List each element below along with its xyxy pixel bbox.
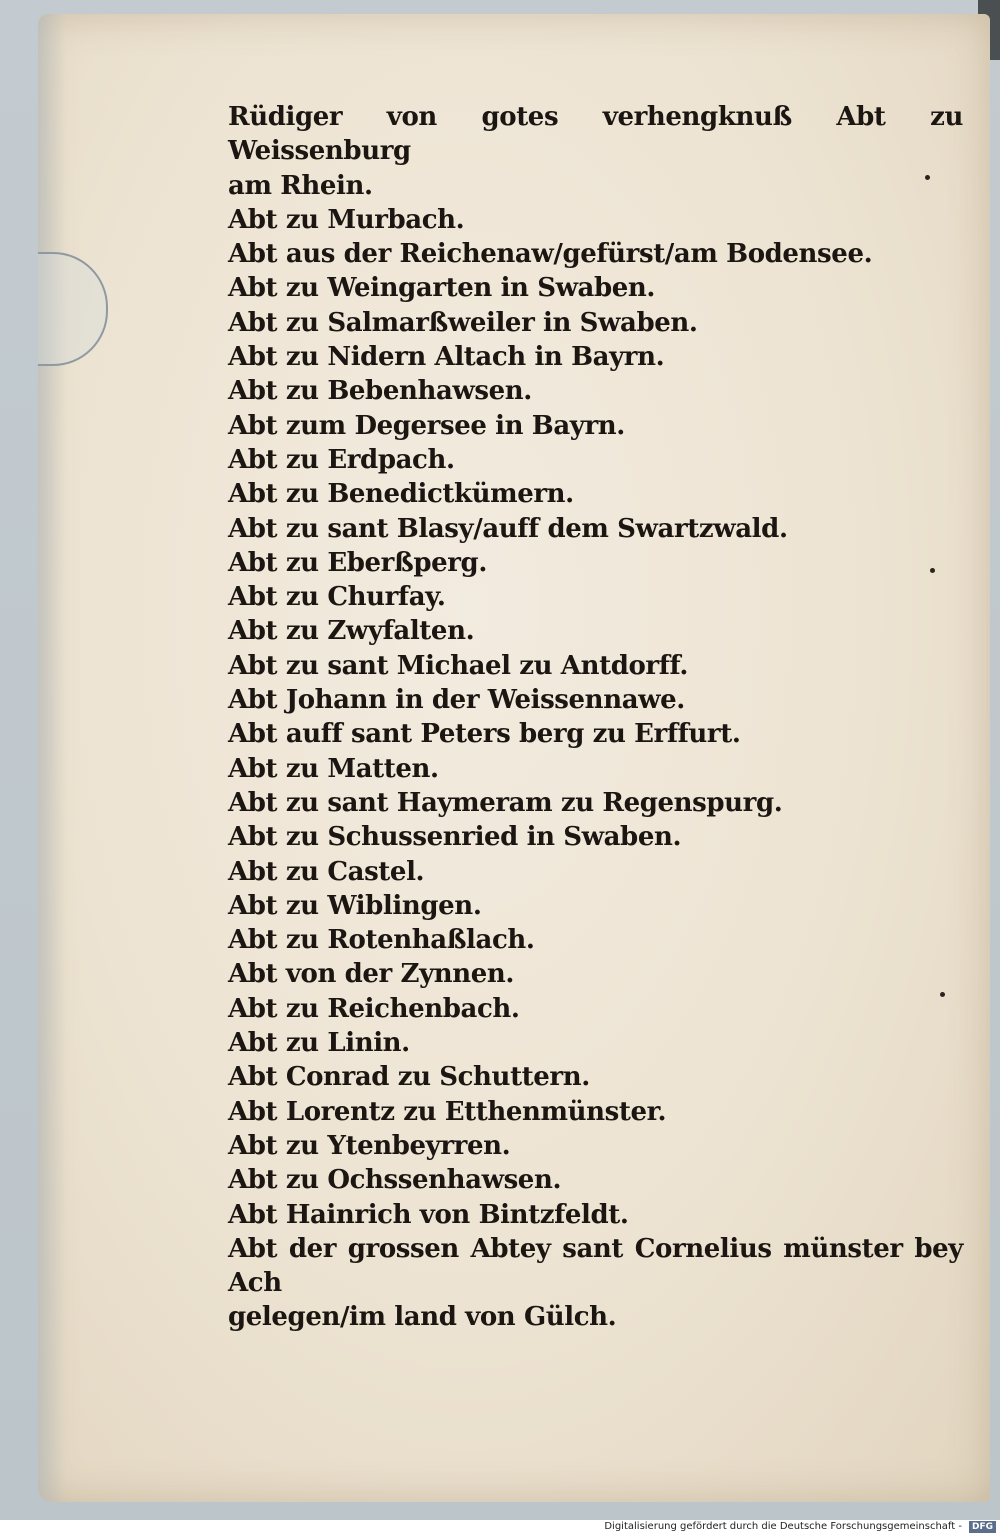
text-line: Abt zu Linin. — [228, 1028, 410, 1059]
page-clip — [38, 252, 108, 366]
text-line: Abt zu Matten. — [228, 753, 439, 784]
text-line: gelegen/im land von Gülch. — [228, 1302, 617, 1333]
text-column — [228, 100, 963, 1335]
text-line: Abt zu sant Haymeram zu Regenspurg. — [228, 787, 783, 818]
text-line: Abt zu Rotenhaßlach. — [228, 925, 535, 956]
dfg-logo-icon: DFG — [969, 1521, 996, 1533]
text-line: Abt zu Reichenbach. — [228, 993, 520, 1024]
text-line: Abt Lorentz zu Etthenmünster. — [228, 1096, 667, 1127]
text-line: Abt von der Zynnen. — [228, 959, 515, 990]
text-line: Abt zu Churfay. — [228, 582, 446, 613]
text-line: Abt zu Erdpach. — [228, 444, 455, 475]
text-line: Abt zu Bebenhawsen. — [228, 376, 532, 407]
text-line: Abt zu Benedictkümern. — [228, 479, 574, 510]
ink-speck — [925, 175, 930, 180]
text-line: Abt zu Murbach. — [228, 204, 465, 235]
ink-speck — [940, 992, 945, 997]
text-line: Abt Conrad zu Schuttern. — [228, 1062, 590, 1093]
text-line: am Rhein. — [228, 170, 373, 201]
text-line: Abt der grossen Abtey sant Cornelius münster bey Ach — [228, 1233, 963, 1299]
text-line: Abt Johann in der Weissennawe. — [228, 685, 685, 716]
text-line: Abt zu Ytenbeyrren. — [228, 1130, 511, 1161]
text-line: Abt zu Schussenried in Swaben. — [228, 822, 682, 853]
digitization-footer — [0, 1520, 1000, 1535]
text-line: Abt zu Ochssenhawsen. — [228, 1165, 562, 1196]
page-binding-edge — [38, 14, 66, 1502]
text-line: Abt zu sant Blasy/auff dem Swartzwald. — [228, 513, 788, 544]
ink-speck — [930, 568, 935, 573]
text-line: Abt auff sant Peters berg zu Erffurt. — [228, 719, 741, 750]
text-line: Abt aus der Reichenaw/gefürst/am Bodensee. — [228, 239, 873, 270]
text-line: Abt zu Castel. — [228, 856, 425, 887]
text-line: Abt zu sant Michael zu Antdorff. — [228, 650, 689, 681]
text-line: Abt zum Degersee in Bayrn. — [228, 410, 625, 441]
text-line: Abt zu Wiblingen. — [228, 890, 482, 921]
text-line: Abt zu Salmarßweiler in Swaben. — [228, 307, 698, 338]
text-line: Abt zu Weingarten in Swaben. — [228, 273, 656, 304]
text-line: Abt Hainrich von Bintzfeldt. — [228, 1199, 629, 1230]
text-line: Abt zu Eberßperg. — [228, 547, 487, 578]
funding-credit: Digitalisierung gefördert durch die Deutsche Forschungsgemeinschaft - — [604, 1521, 962, 1532]
text-line: Rüdiger von gotes verhengknuß Abt zu Weissenburg — [228, 102, 963, 167]
text-line: Abt zu Zwyfalten. — [228, 616, 475, 647]
text-line: Abt zu Nidern Altach in Bayrn. — [228, 342, 665, 373]
